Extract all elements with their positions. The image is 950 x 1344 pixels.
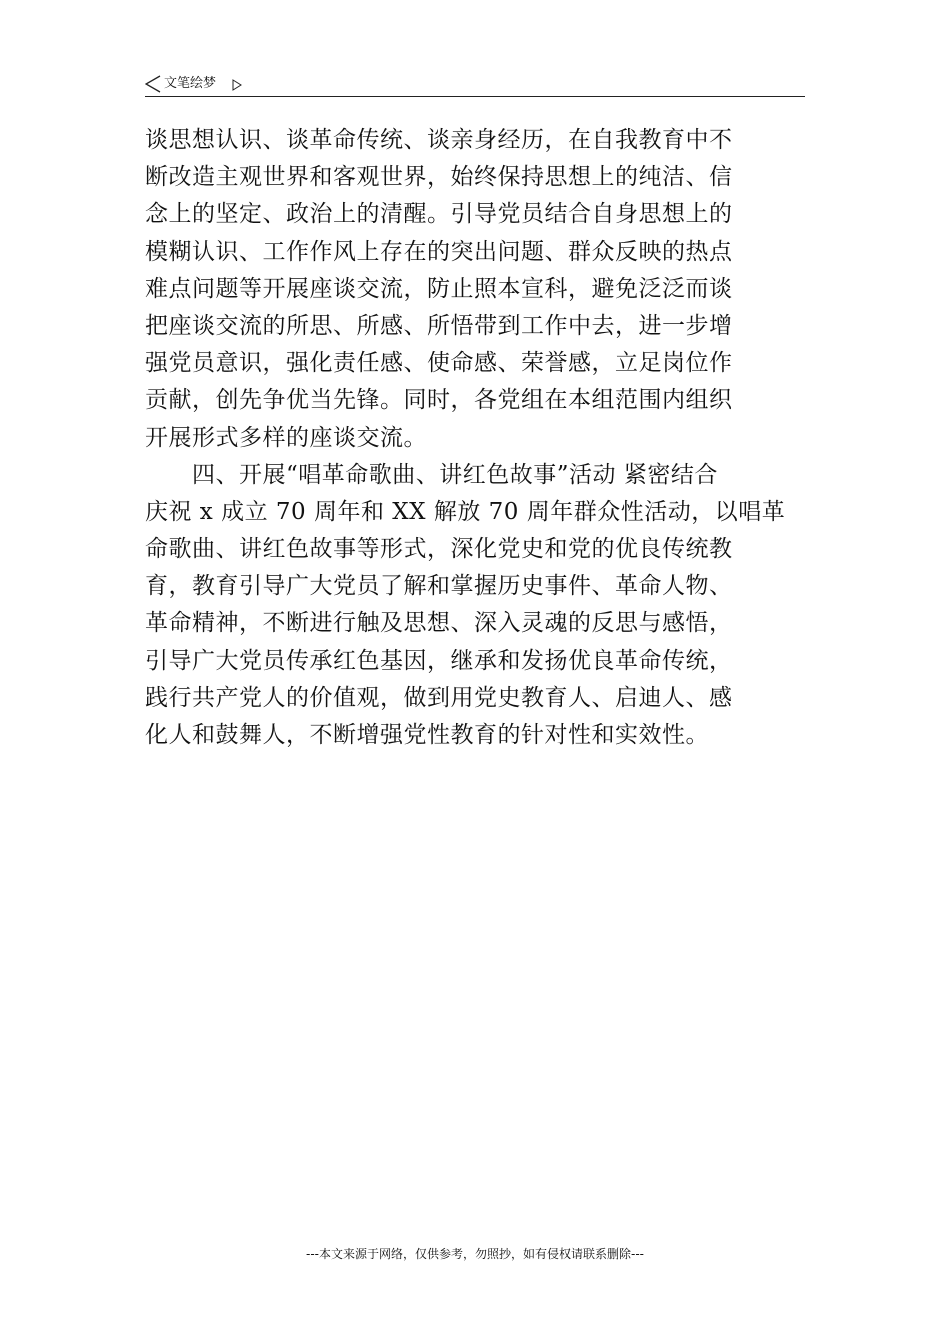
text-line: 把座谈交流的所思、所感、所悟带到工作中去，进一步增 (145, 312, 733, 339)
text-line: 庆祝 x 成立 70 周年和 XX 解放 70 周年群众性活动，以唱革 (145, 498, 786, 525)
text-line: 引导广大党员传承红色基因，继承和发扬优良革命传统， (145, 647, 733, 674)
text-line: 强党员意识，强化责任感、使命感、荣誉感，立足岗位作 (145, 350, 733, 377)
text-line: 谈思想认识、谈革命传统、谈亲身经历，在自我教育中不 (145, 127, 733, 153)
text-line: 命歌曲、讲红色故事等形式，深化党史和党的优良传统教 (145, 536, 733, 563)
text-line: 化人和鼓舞人，不断增强党性教育的针对性和实效性。 (145, 722, 709, 748)
text-line: 开展形式多样的座谈交流。 (145, 424, 427, 451)
triangle-right-outline-icon (232, 76, 242, 88)
text-line: 育，教育引导广大党员了解和掌握历史事件、革命人物、 (145, 573, 733, 600)
text-line: 模糊认识、工作作风上存在的突出问题、群众反映的热点 (145, 238, 733, 265)
text-line: 革命精神，不断进行触及思想、深入灵魂的反思与感悟， (145, 610, 733, 637)
text-line: 念上的坚定、政治上的清醒。引导党员结合自身思想上的 (145, 201, 733, 228)
section-heading-line: 四、开展“唱革命歌曲、讲红色故事”活动 紧密结合 (145, 461, 718, 488)
footer-disclaimer: ---本文来源于网络，仅供参考，勿照抄，如有侵权请联系删除--- (306, 1247, 644, 1261)
triangle-left-outline-icon (145, 75, 161, 93)
text-line: 断改造主观世界和客观世界，始终保持思想上的纯洁、信 (145, 164, 733, 191)
page-header (145, 74, 805, 97)
text-line: 贡献，创先争优当先锋。同时，各党组在本组范围内组织 (145, 387, 733, 414)
document-body (145, 122, 805, 754)
header-title: 文笔绘梦 (164, 76, 217, 91)
text-line: 践行共产党人的价值观，做到用党史教育人、启迪人、感 (145, 684, 733, 711)
text-line: 难点问题等开展座谈交流，防止照本宣科，避免泛泛而谈 (145, 275, 733, 302)
